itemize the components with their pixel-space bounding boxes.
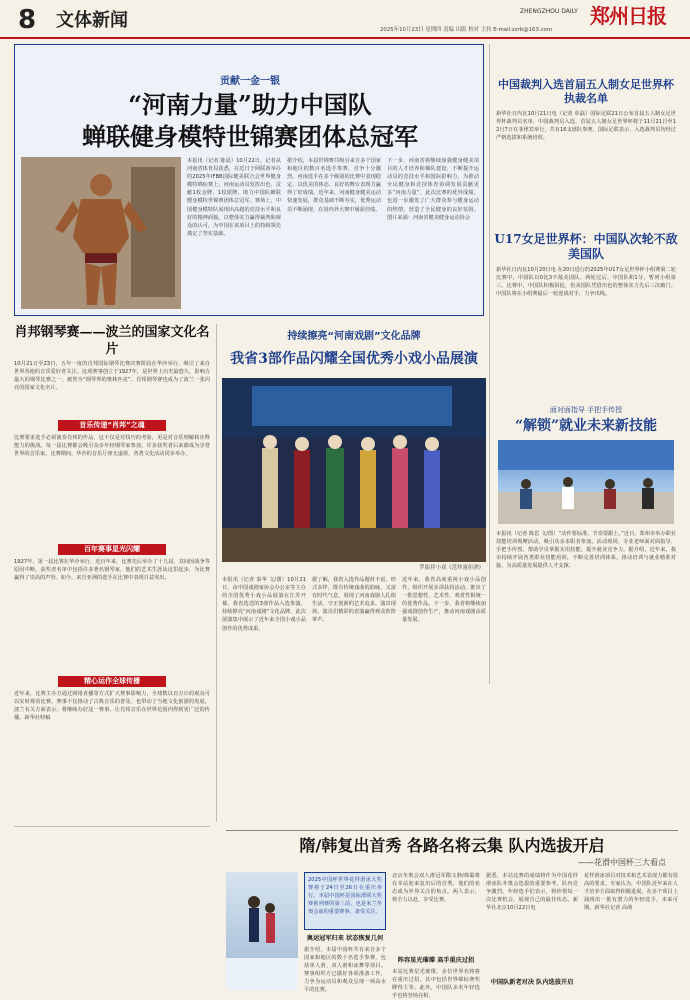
- column-divider: [216, 324, 217, 822]
- bottom-divider: [226, 830, 678, 831]
- referee-headline: 中国裁判入选首届五人制女足世界杯执裁名单: [498, 78, 674, 105]
- skating-box-text: 2025中国杯世界花样滑冰大奖赛将于24日至26日在重庆举行。本届中国杯是国际滑联大奖赛系列赛的第三站，也是米兰冬奥会前的重要赛事，备受关注。: [308, 877, 382, 916]
- skaters-figure: [226, 872, 298, 990]
- opera-caption: 罗振祥小戏《范仲淹拒酒》: [419, 565, 484, 571]
- chopin-body-2: 比赛要求选手必须演奏肖邦的作品，这不仅是对技巧的考验，更是对音乐理解和诠释能力的挑战。每一届比赛都会吸引众多年轻钢琴家参加，许多获奖者后来都成为享誉世界的音乐家。比赛期间，华沙的音乐厅座无虚席，各类文化活动同步举办。: [14, 435, 210, 458]
- skating-sub-3: 中国队新老对决 队内选拔开启: [490, 979, 574, 986]
- lead-story: [14, 44, 484, 316]
- right-column-divider: [489, 44, 490, 684]
- masthead: [0, 0, 690, 40]
- skating-headline: 隋/韩复出首秀 各路名将云集 队内选拔开启: [299, 836, 605, 855]
- opera-body-1: 本报讯（记者 秦华 文/图）10月21日，由中国戏剧家协会办公室等主办的全国优秀小戏小品展演在江苏开幕。我省选送的3部作品入选参演，持续擦亮“河南戏剧”文化品牌。此次展演集中展示了近年来全国小戏小品创作的优秀成果。: [222, 577, 306, 632]
- skating-photo: [226, 872, 298, 990]
- section-name: 文体新闻: [56, 10, 128, 31]
- dateline: 2025年10月23日 星期四 责编 出版 校对 主持 E-mail:zzrb@163.com: [380, 27, 553, 33]
- chopin-body-1: 10月21日至23日，五年一度的肖邦国际钢琴比赛决赛阶段在华沙举行，吸引了来自世界各地的音乐爱好者关注。这项赛事创立于1927年，是世界上历史最悠久、影响力最大的钢琴比赛之一，被誉为“钢琴界的奥林匹克”。肖邦钢琴赛也成为了波兰一张闪亮的国家文化名片。: [14, 361, 210, 392]
- right-column: [494, 44, 678, 684]
- skating-col-5: 花样滑冰项目对技术和艺术表现力都有很高的要求。专家认为，中国队近年来在人才培养方面取得积极进展，在多个项目上涌现出一批有潜力的年轻选手，未来可期。新华社记者 高萌: [584, 873, 678, 912]
- athlete-figure: [21, 157, 181, 309]
- skating-subheadline: ——花滑中国杯三大看点: [578, 858, 666, 867]
- masthead-rule: [0, 37, 690, 39]
- training-scene: [498, 440, 674, 524]
- chopin-sub-1: 音乐传递“肖邦”之魂: [58, 420, 166, 431]
- opera-story: [222, 324, 486, 824]
- career-photo: [498, 440, 674, 524]
- career-headline: “解锁”就业未来新技能: [514, 418, 658, 434]
- skating-col-4: 据悉，本站比赛的成绩将作为中国花样滑冰队冬奥会选拔的重要参考，队内竞争激烈。年轻选手们表示，将珍惜每一次比赛机会，展现自己的最佳状态。新华社北京10月22日电: [486, 873, 578, 912]
- left-bottom-rule: [14, 826, 210, 827]
- career-kicker: 面对面指导 手把手传授: [549, 406, 623, 414]
- chopin-feature: [14, 324, 210, 824]
- skating-story: [226, 836, 678, 1000]
- lead-headline-2: 蝉联健身模特世锦赛团体总冠军: [82, 122, 418, 151]
- chopin-body-4: 近年来，比赛主办方通过网络直播等方式扩大赛事影响力，全球数以百万计的观众可以实时观看比赛。赛事不仅推动了古典音乐的普及，也带动了当地文化旅游的发展。波兰有关方面表示，将继续办好这一赛事，让肖邦音乐在世界范围内得到更广泛的传播。新华社特稿: [14, 691, 210, 722]
- chopin-headline: 肖邦钢琴赛——波兰的国家文化名片: [14, 325, 210, 357]
- paper-logo: 郑州日报: [590, 4, 666, 28]
- opera-headline: 我省3部作品闪耀全国优秀小戏小品展演: [230, 351, 478, 367]
- opera-photo: [222, 378, 486, 562]
- page-number: 8: [18, 5, 37, 35]
- skating-sub-1: 奥运冠军归来 状态恢复几何: [306, 935, 384, 942]
- paper-pinyin: ZHENGZHOU DAILY: [520, 8, 578, 15]
- lead-body-2: 据介绍，本届世锦赛共吸引来自多个国家和地区的数百名选手参赛，竞争十分激烈。河南选手在多个级别的比赛中表现稳定，以优美的体态、良好的舞台表现力赢得了好成绩。近年来，河南健身健美运动快速发展，群众基础不断夯实，优秀运动员不断涌现，在国内外大赛中屡获佳绩。: [287, 158, 381, 213]
- lead-body-3: 下一步，河南省将继续加强健身健美项目的人才培养和梯队建设，不断提升运动员的竞技水平和国际影响力，为推动全民健身和竞技体育协调发展贡献更多“河南力量”。此次比赛的优异成绩，也进一步激发了广大群众参与健身运动的热情，营造了全民健身的良好氛围。图片来源：河南省健美健身运动协会: [387, 158, 479, 221]
- skating-box: [304, 872, 386, 930]
- career-body: 本报讯（记者 陈思 文/图）“动作要标准，节奏要跟上。”近日，郑州市举办职业技能培训观摩活动，吸引众多求职者参加。活动现场，专业老师面对面指导、手把手传授，帮助学员掌握实用技能，提升就业竞争力。据介绍，近年来，我市持续开展各类职业技能培训，不断完善培训体系，推动培训与就业精准对接，为高质量发展提供人才支撑。: [496, 531, 676, 570]
- referee-body: 新华社日内瓦10月21日电（记者 单磊）国际足联21日公布首届五人制女足世界杯裁判员名单，中国裁判员入选。首届五人制女足世界杯将于11月21日至12月7日在菲律宾举行，共有16支球队参赛。国际足联表示，入选裁判员均经过严格选拔和系统培训。: [496, 111, 676, 142]
- skating-col-2: 北京冬奥会双人滑冠军隋文静/韩聪将在本站迎来复出后的首秀，他们的状态成为外界关注的焦点。两人表示，将全力以赴，享受比赛。: [392, 873, 480, 904]
- chopin-sub-3: 精心运作全球传播: [58, 676, 166, 687]
- chopin-body-3: 1927年，第一届比赛在华沙举行。近百年来，比赛先后举办了十九届，其间因战争等原因中断。获奖者名单中包括许多著名钢琴家，他们的艺术生涯从这里起步，为比赛赢得了崇高的声誉。如今，来自亚洲的选手在比赛中表现日益突出。: [14, 559, 210, 582]
- stage-performance: [222, 378, 486, 562]
- lead-body-1: 本报讯（记者 陈晨）10月22日，记者从河南省体育局获悉，在近日于阿联酋举办的2025年IFBB国际健美联合会世界健身模特锦标赛上，河南运动员发挥出色，贡献1枚金牌、1枚银牌，助力中国队蝉联健身模特世锦赛团体总冠军。赛场上，中国健身模特队展现出高超的竞技水平和良好的精神面貌，以整体实力赢得裁判和观众的认可，为中国在该项目上的持续领先奠定了坚实基础。: [187, 158, 281, 237]
- athlete-photo: [21, 157, 181, 309]
- skating-col-1: 据介绍，本届中国杯共有来自多个国家和地区的数十名选手参赛，包括单人滑、双人滑和冰舞等项目。赛事组织方已做好各项准备工作，力争为运动员和观众呈现一场高水平的比赛。: [304, 947, 386, 994]
- chopin-sub-2: 百年赛事星光闪耀: [58, 544, 166, 555]
- opera-body-3: 近年来，我省高度重视小戏小品创作，组织开展多项扶持活动，推出了一批思想性、艺术性、观赏性相统一的优秀作品。下一步，我省将继续加强戏剧创作生产，推动河南戏剧高质量发展。: [402, 577, 486, 624]
- opera-body-2: 据了解，我省入选作品题材丰富、形式多样，既有传统戏曲的韵味，又富有时代气息，展现了河南戏剧人扎根生活、守正创新的艺术追求。演出现场，演员们精彩的表演赢得观众阵阵掌声。: [312, 577, 396, 624]
- skating-sub-2: 阵容星光璀璨 高手重庆过招: [397, 957, 475, 964]
- lead-headline-1: “河南力量”助力中国队: [128, 90, 372, 119]
- u17-headline: U17女足世界杯：中国队次轮不敌美国队: [494, 232, 678, 261]
- skating-col-3: 本站比赛星光璀璨，多位世界名将将在重庆过招，其中包括世界锦标赛奖牌得主等。此外，中国队多名年轻选手也将登场亮相。: [392, 969, 480, 1000]
- opera-kicker: 持续擦亮“河南戏剧”文化品牌: [287, 331, 421, 342]
- lead-kicker: 贡献一金一银: [220, 76, 280, 87]
- u17-body: 新华社日内瓦10月20日电 在20日进行的2025年U17女足世界杯小组赛第二轮比赛中，中国队以0比3不敌美国队。两轮过后，中国队积1分，暂列小组第三。比赛中，中国队积极拼抢，但美国队凭借出色的整体实力先后三次破门。中国队将在小组赛最后一轮迎战对手，力争出线。: [496, 267, 676, 298]
